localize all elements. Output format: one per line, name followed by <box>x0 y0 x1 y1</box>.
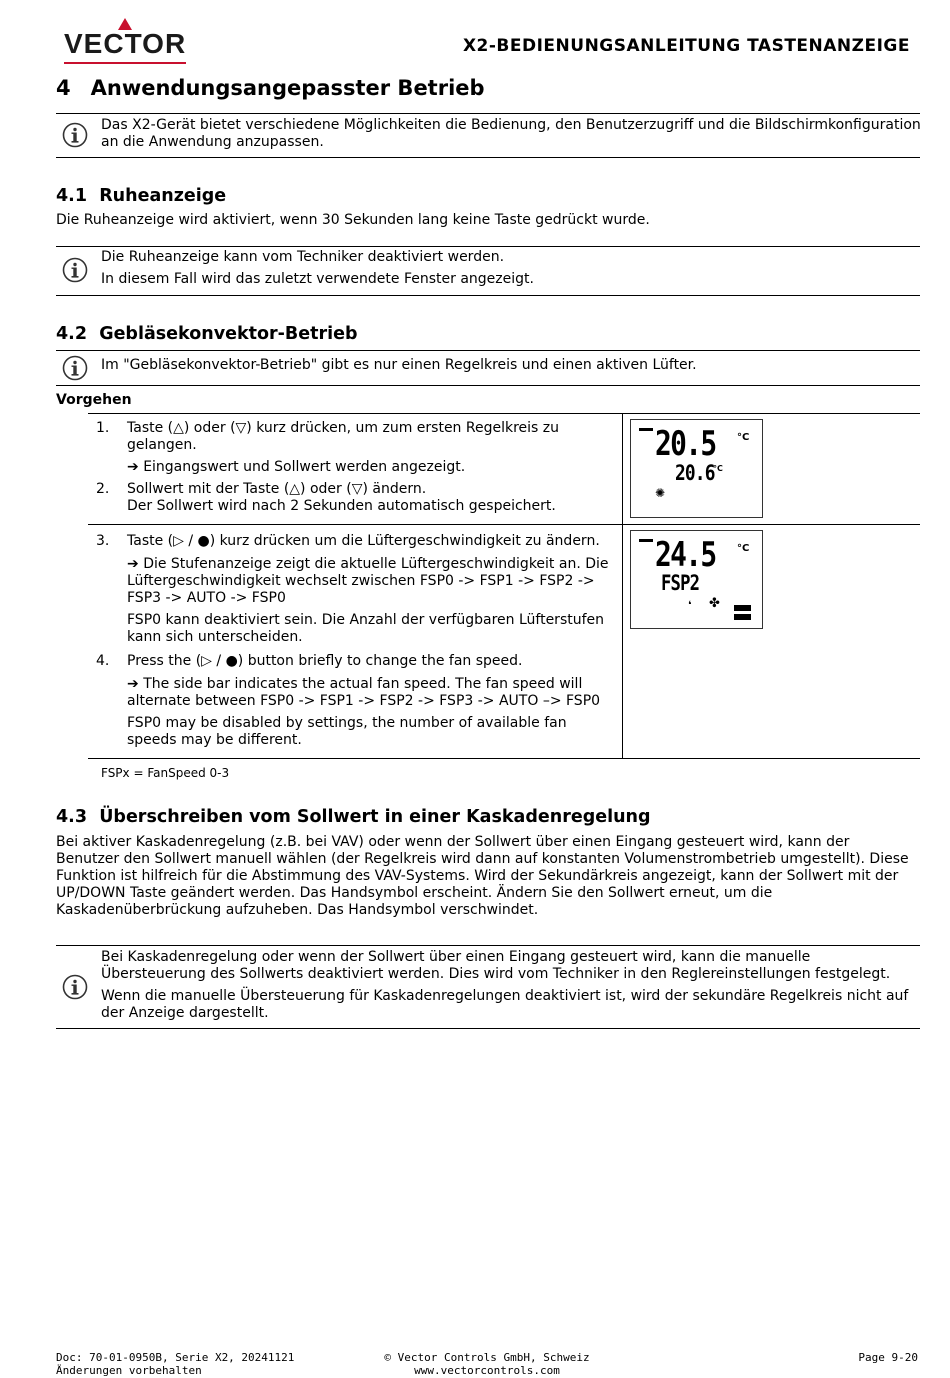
step-1-result <box>127 459 465 476</box>
arrow-right-icon: ➔ <box>127 676 139 692</box>
section-4-1-heading <box>56 186 226 206</box>
vector-logo <box>64 18 188 64</box>
footer-doc-info <box>56 1352 294 1377</box>
section-number: 4.1 <box>56 186 88 206</box>
step-number: 1. <box>96 420 110 436</box>
footer-disclaimer: Änderungen vorbehalten <box>56 1363 202 1377</box>
section-4-heading <box>56 76 485 100</box>
table-column-divider <box>622 413 623 759</box>
divider <box>56 1028 920 1029</box>
section-title: Gebläsekonvektor-Betrieb <box>99 324 358 344</box>
section-4-1-text: Die Ruheanzeige wird aktiviert, wenn 30 Sekunden lang keine Taste gedrückt wurde. <box>56 212 650 228</box>
step-number: 4. <box>96 653 110 669</box>
logo-underline <box>64 62 186 64</box>
table-row-divider <box>88 524 920 525</box>
lcd-bar-segment <box>639 539 653 542</box>
step-4-note-line1: FSP0 may be disabled by settings, the number of available fan <box>127 715 567 731</box>
lcd-main-value: 20.5 <box>655 424 716 464</box>
section-4-3-info-line4: der Anzeige dargestellt. <box>101 1005 269 1021</box>
section-number: 4 <box>56 76 71 100</box>
logo-text: VECTOR <box>64 28 187 59</box>
footnote: FSPx = FanSpeed 0-3 <box>101 766 230 780</box>
lcd-display-setpoint <box>630 419 763 518</box>
fan-icon: ✤ <box>709 596 720 611</box>
footer-company <box>360 1352 614 1377</box>
divider <box>56 113 920 114</box>
step-1-line2: gelangen. <box>127 437 197 453</box>
step-4-line1: Press the (▷ / ●) button briefly to change the fan speed. <box>127 653 523 669</box>
step-1-result-text: Eingangswert und Sollwert werden angezeigt. <box>143 459 466 475</box>
step-2-line1: Sollwert mit der Taste (△) oder (▽) ändern. <box>127 481 427 497</box>
lcd-sub-value: 20.6 <box>675 461 715 485</box>
step-4-result-line1 <box>127 676 582 693</box>
info-icon <box>62 122 88 148</box>
step-4-result-line2: alternate between FSP0 -> FSP1 -> FSP2 -> FSP3 -> AUTO –> FSP0 <box>127 693 601 709</box>
info-icon <box>62 974 88 1000</box>
section-4-1-info-line2: In diesem Fall wird das zuletzt verwendete Fenster angezeigt. <box>101 271 534 287</box>
step-3-line1: Taste (▷ / ●) kurz drücken um die Lüftergeschwindigkeit zu ändern. <box>127 533 600 549</box>
step-4-note-line2: speeds may be different. <box>127 732 302 748</box>
footer-doc-number: Doc: 70-01-0950B, Serie X2, 20241121 <box>56 1351 295 1364</box>
section-title: Überschreiben vom Sollwert in einer Kaskadenregelung <box>99 807 651 827</box>
lcd-bar-segment <box>639 428 653 431</box>
step-3-result-line2: Lüftergeschwindigkeit wechselt zwischen FSP0 -> FSP1 -> FSP2 -> <box>127 573 595 589</box>
procedure-label: Vorgehen <box>56 392 132 408</box>
section-4-3-info-line1: Bei Kaskadenregelung oder wenn der Sollwert über einen Eingang gesteuert wird, kann die manuelle <box>101 949 811 965</box>
section-4-3-text-line3: Funktion ist hilfreich für die Abstimmung des VAV-Systems. Wird der Sekundärkreis angezeigt, kann der Sollwert mit der <box>56 868 899 884</box>
step-3-note-line1: FSP0 kann deaktiviert sein. Die Anzahl der verfügbaren Lüfterstufen <box>127 612 605 628</box>
info-icon <box>62 257 88 283</box>
lcd-fan-label: FSP2 <box>661 571 700 595</box>
divider <box>56 350 920 351</box>
section-4-info: Das X2-Gerät bietet verschiedene Möglichkeiten die Bedienung, den Benutzerzugriff und die Bildschirmkonfiguration an die Anwendung anzupassen. <box>101 117 921 150</box>
info-icon <box>62 355 88 381</box>
footer-copyright: © Vector Controls GmbH, Schweiz <box>384 1351 590 1364</box>
step-4-result-text: The side bar indicates the actual fan speed. The fan speed will <box>143 676 583 692</box>
step-3-result-text: Die Stufenanzeige zeigt die aktuelle Lüftergeschwindigkeit an. Die <box>143 556 609 572</box>
section-4-3-info-line3: Wenn die manuelle Übersteuerung für Kaskadenregelungen deaktiviert ist, wird der sekundäre Regelkreis nicht auf <box>101 988 909 1004</box>
divider <box>56 246 920 247</box>
section-4-3-text-line4: UP/DOWN Taste geändert werden. Das Handsymbol erscheint. Ändern Sie den Sollwert erneut, um die <box>56 885 773 901</box>
lcd-main-value: 24.5 <box>655 535 716 575</box>
step-3-note-line2: kann sich unterscheiden. <box>127 629 303 645</box>
step-3-result-line3: FSP3 -> AUTO -> FSP0 <box>127 590 286 606</box>
divider <box>56 385 920 386</box>
divider <box>56 945 920 946</box>
step-1-line1: Taste (△) oder (▽) kurz drücken, um zum ersten Regelkreis zu <box>127 420 560 436</box>
lcd-sub-unit: °C <box>713 464 723 473</box>
lcd-unit: °C <box>737 543 750 554</box>
section-4-3-text-line2: Benutzer den Sollwert manuell wählen (der Regelkreis wird dann auf konstanten Volumenstrombetrieb umgestellt). Diese <box>56 851 909 867</box>
step-number: 2. <box>96 481 110 497</box>
section-title: Ruheanzeige <box>99 186 227 206</box>
section-4-3-text-line1: Bei aktiver Kaskadenregelung (z.B. bei VAV) oder wenn der Sollwert über einen Eingang gesteuert wird, kann der <box>56 834 850 850</box>
arrow-right-icon: ➔ <box>127 556 139 572</box>
fan-bar-segment <box>734 614 751 620</box>
document-title: X2-BEDIENUNGSANLEITUNG TASTENANZEIGE <box>462 36 910 56</box>
section-4-3-heading <box>56 807 651 827</box>
divider <box>56 157 920 158</box>
table-border-top <box>88 413 920 414</box>
section-4-2-info: Im "Gebläsekonvektor-Betrieb" gibt es nur einen Regelkreis und einen aktiven Lüfter. <box>101 357 697 373</box>
section-4-3-text-line5: Kaskadenüberbrückung aufzuheben. Das Handsymbol verschwindet. <box>56 902 539 918</box>
step-2-line2: Der Sollwert wird nach 2 Sekunden automatisch gespeichert. <box>127 498 556 514</box>
divider <box>56 295 920 296</box>
table-border-bottom <box>88 758 920 759</box>
section-number: 4.2 <box>56 324 88 344</box>
lcd-unit: °C <box>737 432 750 443</box>
hand-icon: ❛ <box>688 600 692 611</box>
section-title: Anwendungsangepasster Betrieb <box>90 76 485 100</box>
section-4-3-info-line2: Übersteuerung des Sollwerts deaktiviert werden. Dies wird vom Techniker in den Reglereinstellungen festgelegt. <box>101 966 891 982</box>
footer-page-number: Page 9-20 <box>858 1351 918 1364</box>
arrow-right-icon: ➔ <box>127 459 139 475</box>
section-number: 4.3 <box>56 807 88 827</box>
sun-icon: ✺ <box>655 486 666 500</box>
fan-bar-segment <box>734 605 751 611</box>
section-4-1-info-line1: Die Ruheanzeige kann vom Techniker deaktiviert werden. <box>101 249 505 265</box>
section-4-2-heading <box>56 324 358 344</box>
lcd-display-fan-speed <box>630 530 763 629</box>
step-number: 3. <box>96 533 110 549</box>
step-3-result-line1 <box>127 556 609 573</box>
footer-website: www.vectorcontrols.com <box>414 1363 560 1377</box>
